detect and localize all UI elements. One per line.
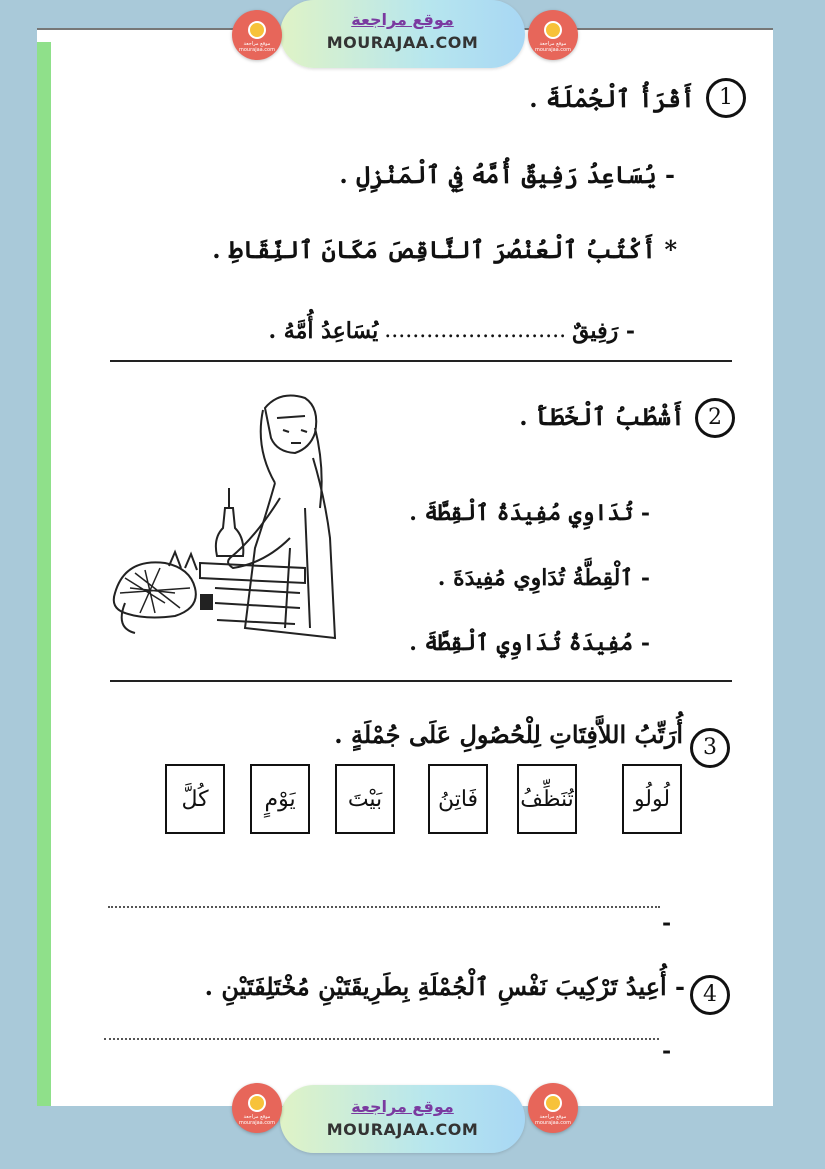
site-name-latin[interactable]: MOURAJAA.COM — [326, 33, 479, 52]
exercise-1-fill-line — [268, 318, 635, 344]
word-card-4[interactable]: بَيْتَ — [335, 764, 395, 834]
word-card-6[interactable]: كُلَّ — [165, 764, 225, 834]
exercise-1-instruction: أَقْرَأُ ٱلْجُمْلَةَ . — [529, 84, 695, 113]
exercise-number-1: 1 — [706, 78, 746, 118]
section-divider — [110, 680, 732, 682]
site-logo-icon: موقع مراجعة mourajaa.com — [232, 10, 282, 60]
site-logo-icon: موقع مراجعة mourajaa.com — [528, 1083, 578, 1133]
exercise-number-4: 4 — [690, 975, 730, 1015]
site-name-latin[interactable]: MOURAJAA.COM — [326, 1120, 479, 1139]
exercise-3-instruction: أُرَتِّبُ اللاَّفِتَاتِ لِلْحُصُولِ عَلَى جُمْلَةٍ . — [334, 720, 683, 749]
answer-line-4[interactable] — [104, 1038, 659, 1040]
exercise-number-2: 2 — [695, 398, 735, 438]
answer-dash-4: - — [662, 1038, 672, 1064]
site-name-arabic[interactable]: موقع مراجعة — [351, 10, 454, 29]
word-card-5[interactable]: يَوْمٍ — [250, 764, 310, 834]
fill-end-words: يُسَاعِدُ أُمَّهُ . — [268, 318, 379, 344]
site-name-arabic[interactable]: موقع مراجعة — [351, 1097, 454, 1116]
site-logo-icon: موقع مراجعة mourajaa.com — [528, 10, 578, 60]
exercise-number-3: 3 — [690, 728, 730, 768]
exercise-2-option-2[interactable]: - ٱلْقِطَّةُ تُدَاوِي مُفِيدَةَ . — [437, 565, 650, 591]
fill-start-word: - رَفِيقٌ — [572, 318, 635, 344]
exercise-1-sentence: - يُسَاعِدُ رَفِيقٌ أُمَّهُ فِي ٱلْمَنْزِلِ . — [339, 160, 675, 189]
answer-dash-3: - — [662, 910, 672, 936]
exercise-4-instruction: - أُعِيدُ تَرْكِيبَ نَفْسِ ٱلْجُمْلَةِ بِطَرِيقَتَيْنِ مُخْتَلِفَتَيْنِ . — [204, 972, 685, 1001]
exercise-2-option-1[interactable]: - تُدَاوِي مُفِيدَةُ ٱلْقِطَّةَ . — [409, 500, 650, 526]
exercise-1-sub-instruction: * أَكْتُبُ ٱلْعُنْصُرَ ٱلنَّاقِصَ مَكَانَ ٱلنِّقَاطِ . — [212, 235, 677, 264]
site-banner-top[interactable] — [280, 0, 525, 68]
section-divider — [110, 360, 732, 362]
word-card-3[interactable]: فَاتِنُ — [428, 764, 488, 834]
girl-treating-cat-illustration — [105, 388, 350, 653]
page-left-accent-bar — [37, 42, 51, 1106]
site-logo-icon: موقع مراجعة mourajaa.com — [232, 1083, 282, 1133]
answer-line-3[interactable] — [108, 906, 660, 908]
site-banner-bottom[interactable] — [280, 1085, 525, 1153]
word-card-1[interactable]: لُولُو — [622, 764, 682, 834]
exercise-2-option-3[interactable]: - مُفِيدَةُ تُدَاوِي ٱلْقِطَّةَ . — [409, 630, 650, 656]
word-card-2[interactable]: تُنَظِّفُ — [517, 764, 577, 834]
fill-blank[interactable]: .......................... — [384, 318, 567, 343]
exercise-2-instruction: أَشْطُبُ ٱلْخَطَأَ . — [519, 402, 685, 431]
